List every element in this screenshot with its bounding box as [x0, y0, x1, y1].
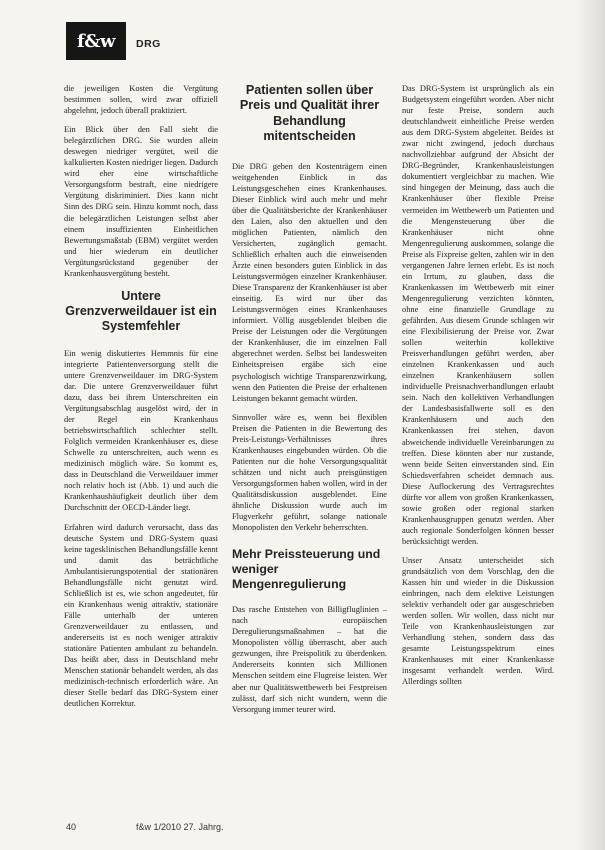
column-middle [232, 83, 387, 723]
scan-edge-shadow [575, 0, 605, 850]
section-heading: Patienten sollen über Preis und Qualität ihrer Behandlung mitentscheiden [239, 83, 380, 144]
page-number: 40 [66, 822, 77, 832]
journal-citation: f&w 1/2010 27. Jahrg. [136, 822, 224, 832]
paragraph: Das DRG-System ist ursprünglich als ein Budgetsystem eingeführt worden. Aber nicht nur feste Preise, sondern auch deutschlandweit einheitliche Preise werden aus dem DRG-System abgeleitet. Beides ist zwar nicht zwingend, jedoch durchaus nachvollziehbar aufgrund der Absicht der DRG-Begründer, Krankenhausleistungen dokumentiert vergleichbar zu machen. Wie sind hingegen der Meinung, dass auch die Krankenhäuser über flexible Preise vermeiden im Wettbewerb um Patienten und die Mengensteuerung über die Krankenhäuser nicht ohne Mengenregulierung auskommen, solange die Preise als Fixpreise gelten, zahlen wir in den vergangenen Jahre lernen erlebt. Es ist noch ein Irrtum, zu glauben, dass die Krankenkassen im Wettbewerb mit einer Mengenregulierung verzichten könnten, ohne eine finanzielle Grundlage zu gefährden. Aus diesem Grunde schlagen wir eine Flexibilisierung der Preise vor. Zwar sollen weiterhin kollektive Preisverhandlungen geführt werden, aber einzelnen Krankenkassen und auch einzelnen Krankenhäusern sollen individuelle Preisnachverhandlungen erlaubt sein. Nach den kollektiven Verhandlungen der Landesbasisfallwerte soll es den Krankenhäusern und auch den Krankenkassen frei stehen, davon abweichende individuelle Vereinbarungen zu treffen. Diese könnten aber nur zustande, wenn beide Seiten einverstanden sind. Ein Schiedsverfahren scheidet demnach aus. Diese Auflockerung des Vertragsrechtes dürfte vor allem von großen Krankenkassen, sowie großen oder regional starken Krankenhausgruppen genutzt werden. Aber auch regionale Sonderfolgen können besser berücksichtigt werden. [402, 84, 554, 546]
paragraph: Ein Blick über den Fall sieht die belegärztlichen DRG. Sie wurden allein deswegen niedriger vergütet, weil die kalkulierten Kosten niedriger liegen. Dadurch wird eher eine wirtschaftliche Versorgungsform bestraft, eine niedrigere Vergütung diskriminiert. Dies kann nicht Sinn des DRG sein. Hinzu kommt noch, dass die belegärztlichen Leistungen selbst aber einem insuffizienten Einheitlichen Bewertungsmaßstab (EBM) vergütet werden und hier wiederum ein deutlicher Vergütungsrückstand gegenüber der Krankenhausvergütung besteht. [64, 125, 218, 278]
paragraph: Die DRG geben den Kostenträgern einen weitgehenden Einblick in das Leistungsgeschehen eines Krankenhauses. Dieser Einblick wird auch mehr und mehr über die Qualitätsberichte der Krankenhäuser den Laien, also den aktuellen und den möglichen Patienten, nämlich den Versicherten, zugänglich gemacht. Schließlich erhalten auch die einweisenden Ärzte einen besonders guten Einblick in das Leistungsvermögen einzelner Krankenhäuser. Diese Transparenz der Krankenhäuser ist aber einseitig. Es wird nur über das Leistungsvermögen eines Krankenhauses informiert. Völlig ausgeblendet bleiben die Preise der Leistungen oder die Vergütungen der Krankenhäuser, die im einzelnen Fall abgerechnet werden. Selbst bei landesweiten Einheitspreisen ergäbe sich eine psychologisch wichtige Transparenzwirkung, wenn den Patienten die Preise der erhaltenen Leistungen bekannt gemacht würden. [232, 161, 387, 403]
paragraph: Erfahren wird dadurch verursacht, dass das deutsche System und DRG-System quasi keine tagesklinischen Behandlungsfälle kennt und damit das beträchtliche Ambulantisierungspotential der stationären Behandlungsfälle nicht genutzt wird. Schließlich ist es, wie schon angedeutet, für ein Krankenhaus wenig attraktiv, stationäre Fälle unterhalb der unteren Grenzverweildauer zu entlassen, und andererseits ist es noch weniger attraktiv stationäre Patienten ambulant zu behandeln. Das heißt aber, dass in Deutschland mehr Menschen stationär behandelt werden, als das medizinisch-technisch erforderlich wäre. An dieser Stelle bedarf das DRG-System einer deutlichen Korrektur. [64, 522, 218, 709]
subheading: Untere Grenzverweildauer ist ein Systemfehler [65, 288, 217, 333]
journal-logo: f&w [66, 22, 126, 60]
paragraph: Das rasche Entstehen von Billigfluglinien – nach europäischen Deregulierungsmaßnahmen – hat die Monopolisten völlig überrascht, aber auch gezwungen, ihre Preispolitik zu überdenken. Andererseits konnten sich Millionen Menschen seitdem eine Flugreise leisten. Wer aber nur Qualitätswettbewerb bei Festpreisen zulässt, darf sich nicht wundern, wenn die Versorgung immer teurer wird. [232, 605, 387, 714]
paragraph: Unser Ansatz unterscheidet sich grundsätzlich von dem Vorschlag, den die Kassen hin und wieder in die Diskussion einbringen, nach dem elektive Leistungen selektiv verhandelt oder gar ausgeschrieben werden sollen. Wir wollen, dass nicht nur Teile von Krankenhausleistungen zur Verhandlung stehen, sondern dass das gesamte Leistungsspektrum eines Krankenhauses mit einer Krankenkasse insgesamt verhandelt werden. Wird. Allerdings sollten [402, 555, 554, 687]
column-left [64, 83, 218, 717]
paragraph: die jeweiligen Kosten die Vergütung bestimmen sollen, wird zwar offiziell abgelehnt, jedoch überall praktiziert. [64, 84, 218, 116]
column-right [402, 83, 554, 696]
section-label: DRG [136, 38, 161, 50]
paragraph: Ein wenig diskutiertes Hemmnis für eine integrierte Patientenversorgung stellt die untere Grenzverweildauer im DRG-System dar. Die untere Grenzverweildauer führt dazu, dass bei ihrem Unterschreiten ein Vergütungsabschlag ausgelöst wird, der in der Regel ein Krankenhaus betriebswirtschaftlich schlechter stellt. Folglich vermeiden Krankenhäuser es, diese Schwelle zu unterschreiten, auch wenn es medizinisch möglich wäre. So kommt es, dass in Deutschland die Verweildauer immer noch relativ hoch ist (Abb. 1) und auch die Krankenhaushäufigkeit deutlich über dem Durchschnitt der OECD-Länder liegt. [64, 348, 218, 513]
subheading: Mehr Preissteuerung und weniger Mengenregulierung [232, 547, 381, 592]
paragraph: Sinnvoller wäre es, wenn bei flexiblen Preisen die Patienten in die Bewertung des Preis-Leistungs-Verhältnisses ihres Krankenhauses eingebunden würden. Ob die Patienten nur die hohe Versorgungsqualität schätzen und nicht auch preisgünstigen Versorgungsformen haben wollen, wird in der Qualitätsdiskussion ausgeblendet. Eine ähnliche Diskussion wurde auch im Flugverkehr geführt, solange nationale Monopolisten den Verkehr beherrschten. [232, 412, 387, 533]
